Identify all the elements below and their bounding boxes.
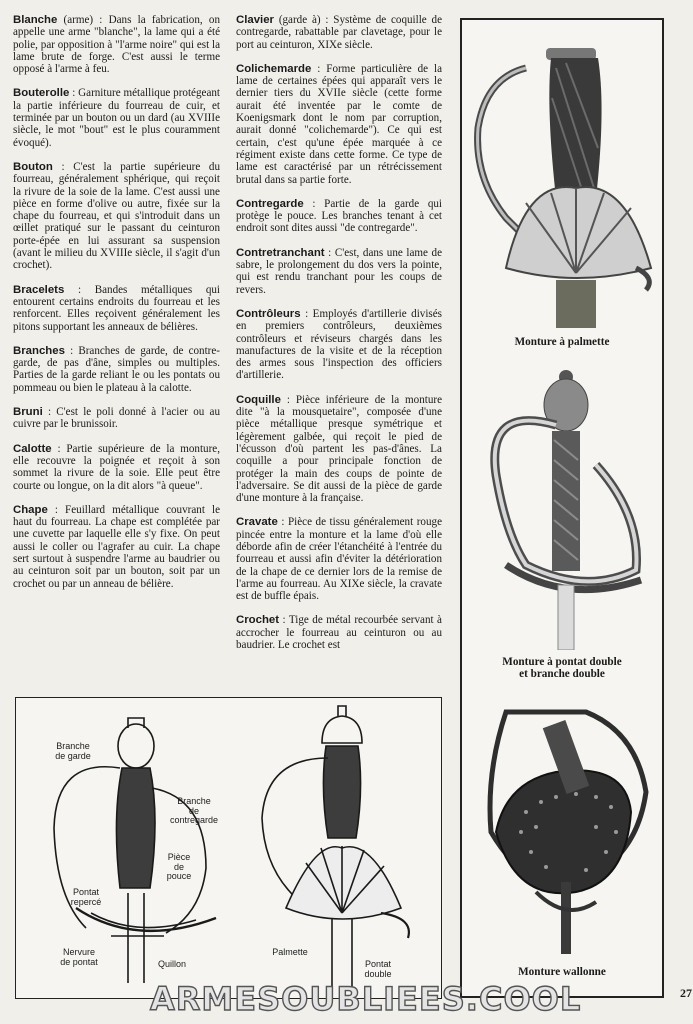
entry-branches: Branches : Branches de garde, de contre-garde, de pas d'âne, simples ou multiples. Parties de la garde reliant le ou les pontats ou pommeau ou bien le plateau à la calotte. (13, 344, 220, 394)
entry-coquille: Coquille : Pièce inférieure de la monture dite "à la mousquetaire", composée d'une pièce métallique presque symétrique et légèrement galbée, qui reçoit le pied de l'écusson d'où partent les pas-d'ânes. La coquille a pour principale fonction de protéger la main des coups de pointe de l'adversaire. Se dit aussi de la pièce de garde d'une monture à la française. (236, 393, 442, 505)
entry-bracelets: Bracelets : Bandes métalliques qui entourent certains endroits du fourreau et les renforcent. Elles reçoivent généralement les pitons supportant les anneaux de bélières. (13, 283, 220, 333)
photo-panel (460, 18, 664, 998)
palmette-hilt-photo (466, 28, 658, 328)
label-pontat-repercé: Pontat repercé (70, 887, 102, 907)
caption-palmette: Monture à palmette (514, 336, 610, 348)
entry-crochet: Crochet : Tige de métal recourbée servant à accrocher le fourreau au ceinturon ou au baudrier. Le crochet est (236, 614, 442, 652)
entry-colichemarde: Colichemarde : Forme particulière de la lame de certaines épées qui apparaît vers le dernier tiers du XVIIe siècle (cette forme aurait été inventée par le comte de Koenigsmark dont le nom par corruption, aurait donné "colichemarde"). Ce qui est certain, c'est qu'une épée marquée à ce régiment existe dans cette forme. Ce type de lame est caractérisé par un rétrécissement brutal dans sa partie forte. (236, 62, 442, 186)
entry-clavier: Clavier (garde à) : Système de coquille de contregarde, rabattable par clavetage, pour le port au ceinturon, XIXe siècle. (236, 14, 442, 51)
entry-controleurs: Contrôleurs : Employés d'artillerie divisés en premiers contrôleurs, deuxièmes contrôleurs et réviseurs chargés dans les manufactures de la visite et de la réception des armes sous l'inspection des officiers d'artillerie. (236, 307, 442, 382)
double-pontat-hilt-photo (466, 365, 658, 650)
caption-double-pontat: Monture à pontat double et branche double (502, 656, 622, 680)
entry-chape: Chape : Feuillard métallique couvrant le haut du fourreau. La chape est complétée par une cuvette par laquelle elle s'y fixe. On peut aussi le coller ou l'agrafer au cuir. La chape sert surtout à suspendre l'arme au baudrier ou au ceinturon soit par un bouton, soit par un crochet ou par un anneau de bélière. (13, 503, 220, 590)
glossary-column-left (13, 14, 220, 602)
entry-contretranchant: Contretranchant : C'est, dans une lame de sabre, le prolongement du dos vers la pointe, qui est rendu tranchant pour les coups de revers. (236, 246, 442, 296)
label-palmette: Palmette (272, 947, 308, 957)
page-number: 27 (680, 986, 692, 1000)
entry-contregarde: Contregarde : Partie de la garde qui protège le pouce. Les branches tenant à cet endroit sont dites aussi "de contregarde". (236, 197, 442, 235)
label-branche-de-contregarde: Branche de contregarde (169, 796, 219, 825)
label-nervure-de-pontat: Nervure de pontat (60, 947, 98, 967)
label-branche-de-garde: Branche de garde (55, 741, 91, 761)
entry-blanche: Blanche (arme) : Dans la fabrication, on appelle une arme "blanche", la lame qui a été polie, par opposition à "l'arme noire" qui est la lame brute de forge. C'est aussi le terme opposé à l'arme à feu. (13, 14, 220, 76)
entry-cravate: Cravate : Pièce de tissu généralement rouge pincée entre la monture et la lame d'où elle déborde afin de créer l'étanchéité à l'entrée du fourreau et aussi afin d'éviter la détérioration de la chape de ce dernier lors de la remise de l'arme au fourreau. Au XIXe siècle, la cravate est de buffle épais. (236, 516, 442, 603)
watermark-text: ARMESOUBLIEES.COOL (150, 980, 582, 1018)
entry-bouton: Bouton : C'est la partie supérieure du fourreau, généralement sphérique, qui reçoit la rivure de la soie de la lame. C'est aussi une pièce en forme d'olive ou autre, fixée sur la chape du fourreau, et qui s'introduit dans un œillet pratiqué sur le passant du ceinturon porte-épée en lui assurant sa suspension (avant le milieu du XVIIIe siècle, il s'agit d'un crochet). (13, 160, 220, 272)
label-quillon: Quillon (157, 959, 186, 969)
caption-wallonne: Monture wallonne (518, 966, 606, 978)
label-pontat-double: Pontat double (364, 959, 392, 979)
label-piece-de-pouce: Pièce de pouce (166, 852, 192, 881)
entry-calotte: Calotte : Partie supérieure de la monture, elle recouvre la poignée et reçoit à son sommet la rivure de la soie. Elle peut être courte ou longue, on la dit alors "à queue". (13, 442, 220, 492)
wallonne-hilt-photo (466, 692, 658, 957)
entry-bouterolle: Bouterolle : Garniture métallique protégeant la partie inférieure du fourreau de cuir, et terminée par un bouton ou un dard (au XVIIIe siècle, le mot "bout" est le plus couramment évoqué). (13, 87, 220, 149)
glossary-column-middle (236, 14, 442, 663)
hilt-diagram (15, 697, 442, 999)
entry-bruni: Bruni : C'est le poli donné à l'acier ou au cuivre par le brunissoir. (13, 406, 220, 431)
